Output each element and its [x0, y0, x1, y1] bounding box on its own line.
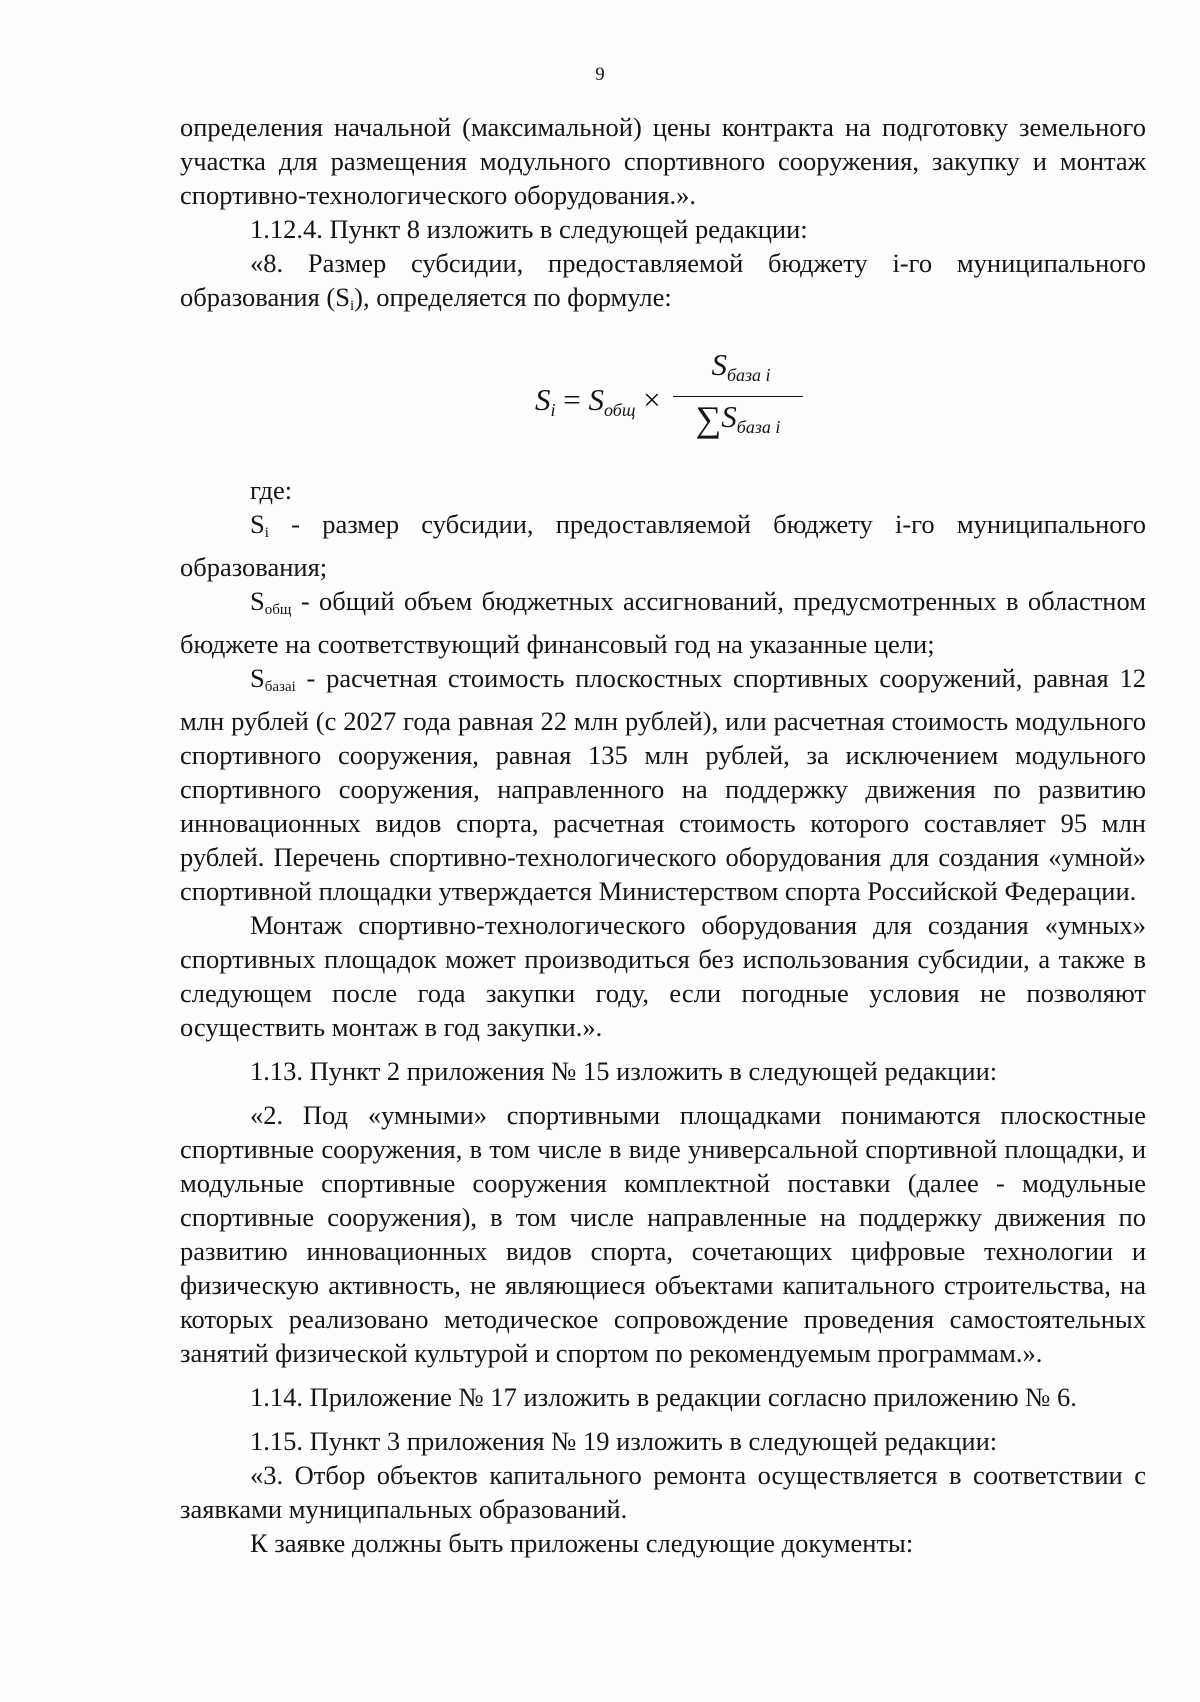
- definition-sbaza: $S_{базаi}$ - расчетная стоимость плоскостных спортивных сооружений, равная 12 млн рублей (с 2027 года равная 22 млн рублей), или расчетная стоимость модульного спортивного сооружения, равная 135 млн рублей, за исключением модульного спортивного сооружения, направленного на поддержку движения по развитию инновационных видов спорта, расчетная стоимость которого составляет 95 млн рублей. Перечень спортивно-технологического оборудования для создания «умной» спортивной площадки утверждается Министерством спорта Российской Федерации.: [180, 663, 1146, 906]
- paragraph-1-13: 1.13. Пункт 2 приложения № 15 изложить в следующей редакции:: [250, 1056, 998, 1086]
- paragraph-1-14: 1.14. Приложение № 17 изложить в редакции согласно приложению № 6.: [250, 1382, 1077, 1412]
- definition-si: $S_i$ - размер субсидии, предоставляемой бюджету i-го муниципального образования;: [180, 509, 1146, 582]
- paragraph-point-8: «8. Размер субсидии, предоставляемой бюджету i-го муниципального образования $(S_i)$, определяется по формуле:: [180, 248, 1146, 314]
- formula-denominator: $\sum S_{база i}$: [695, 399, 781, 439]
- paragraph-continuation: определения начальной (максимальной) цены контракта на подготовку земельного участка для размещения модульного спортивного сооружения, закупку и монтаж спортивно-технологического оборудования.».: [180, 112, 1146, 210]
- paragraph-1-13-text: «2. Под «умными» спортивными площадками понимаются плоскостные спортивные сооружения, в том числе в виде универсальной спортивной площадки, и модульные спортивные сооружения комплектной поставки (далее - модульные спортивные сооружения), в том числе направленные на поддержку движения по развитию инновационных видов спорта, сочетающих цифровые технологии и физическую активность, не являющиеся объектами капитального строительства, на которых реализовано методическое сопровождение проведения самостоятельных занятий физической культурой и спортом по рекомендуемым программам.».: [180, 1100, 1146, 1368]
- paragraph-1-15-text: «3. Отбор объектов капитального ремонта осуществляется в соответствии с заявками муниципальных образований.: [180, 1460, 1146, 1524]
- where-label: где:: [250, 475, 293, 505]
- document-body: [180, 110, 1146, 1560]
- paragraph-documents: К заявке должны быть приложены следующие документы:: [250, 1528, 914, 1558]
- paragraph-1-12-4: 1.12.4. Пункт 8 изложить в следующей редакции:: [250, 214, 808, 244]
- formula-fraction: [673, 346, 803, 447]
- definition-sobsh: $S_{общ}$ - общий объем бюджетных ассигнований, предусмотренных в областном бюджете на соответствующий финансовый год на указанные цели;: [180, 586, 1146, 659]
- paragraph-montazh: Монтаж спортивно-технологического оборудования для создания «умных» спортивных площадок может производиться без использования субсидии, а также в следующем после года закупки году, если погодные условия не позволяют осуществить монтаж в год закупки.».: [180, 910, 1146, 1042]
- page-number: 9: [595, 64, 605, 85]
- paragraph-1-15: 1.15. Пункт 3 приложения № 19 изложить в следующей редакции:: [250, 1426, 998, 1456]
- formula-numerator: $S_{база i}$: [673, 346, 803, 397]
- formula-left-side: $S_i = S_{общ}$ ×: [535, 382, 661, 420]
- subsidy-formula: [180, 323, 1146, 473]
